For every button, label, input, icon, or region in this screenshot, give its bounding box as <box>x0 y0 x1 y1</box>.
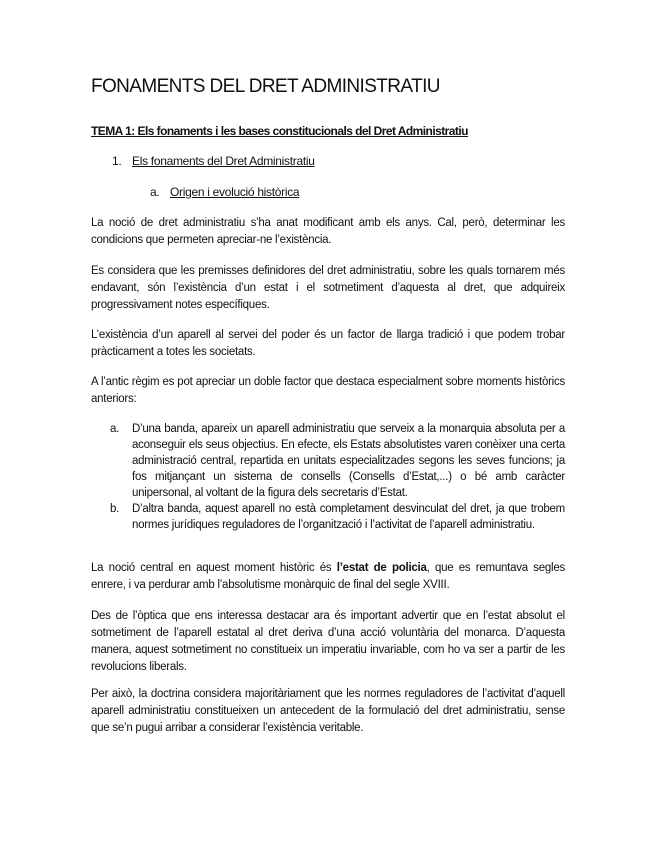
paragraph-4: A l’antic règim es pot apreciar un doble factor que destaca especialment sobre moments històrics anteriors: <box>91 376 565 405</box>
subsection-heading <box>150 185 299 199</box>
paragraph-7: Per això, la doctrina considera majoritàriament que les normes reguladores de l’activitat d’aquell aparell administratiu constitueixen un antecedent de la formulació del dret administratiu, sense que se’n pugui arribar a considerar l’existència veritable. <box>91 688 565 734</box>
section-heading <box>112 154 315 168</box>
list-item-text: D’altra banda, aquest aparell no està completament desvinculat del dret, ja que trobem normes jurídiques reguladores de l’organització i l’activitat de l’aparell administratiu. <box>132 503 565 531</box>
list-item <box>110 501 565 533</box>
paragraph-3: L’existència d’un aparell al servei del poder és un factor de llarga tradició i que podem trobar pràcticament a totes les societats. <box>91 329 565 358</box>
list-item <box>110 421 565 501</box>
topic-heading: TEMA 1: Els fonaments i les bases constitucionals del Dret Administratiu <box>91 124 468 138</box>
subsection-number: a. <box>150 185 160 199</box>
paragraph-5 <box>91 560 565 594</box>
factor-list <box>110 421 565 533</box>
key-term-estat-de-policia: l’estat de policia <box>336 562 427 574</box>
section-number: 1. <box>112 154 122 168</box>
paragraph-2: Es considera que les premisses definidores del dret administratiu, sobre les quals tornarem més endavant, són l’existència d’un estat i el sotmetiment d’aquesta al dret, que adquireix progressivament notes específiques. <box>91 265 565 311</box>
list-item-text: D’una banda, apareix un aparell administratiu que serveix a la monarquia absoluta per a aconseguir els seus objectius. En efecte, els Estats absolutistes varen conèixer una certa administració central, repartida en unitats especialitzades segons les seves funcions; ja fos mitjançant un sistema de consells (Consells d’Estat,...) o bé amb caràcter unipersonal, al voltant de la figura dels secretaris d’Estat. <box>132 423 565 499</box>
paragraph-6: Des de l’òptica que ens interessa destacar ara és important advertir que en l’estat absolut el sotmetiment de l’aparell estatal al dret deriva d’una acció voluntària del monarca. D’aquesta manera, aquest sotmetiment no constitueix un imperatiu invariable, com ho va ser a partir de les revolucions liberals. <box>91 610 565 673</box>
paragraph-5-text-after: , que es remuntava segles enrere, i va perdurar amb l’absolutisme monàrquic de final del segle XVIII. <box>91 562 565 591</box>
list-marker: b. <box>110 503 120 515</box>
section-title: Els fonaments del Dret Administratiu <box>132 154 315 168</box>
subsection-title: Origen i evolució històrica <box>170 185 300 199</box>
list-marker: a. <box>110 423 120 435</box>
paragraph-5-text-before: La noció central en aquest moment històric és <box>91 562 337 574</box>
paragraph-1: La noció de dret administratiu s’ha anat modificant amb els anys. Cal, però, determinar les condicions que permeten apreciar-ne l’existència. <box>91 217 565 246</box>
document-title: FONAMENTS DEL DRET ADMINISTRATIU <box>91 76 440 97</box>
